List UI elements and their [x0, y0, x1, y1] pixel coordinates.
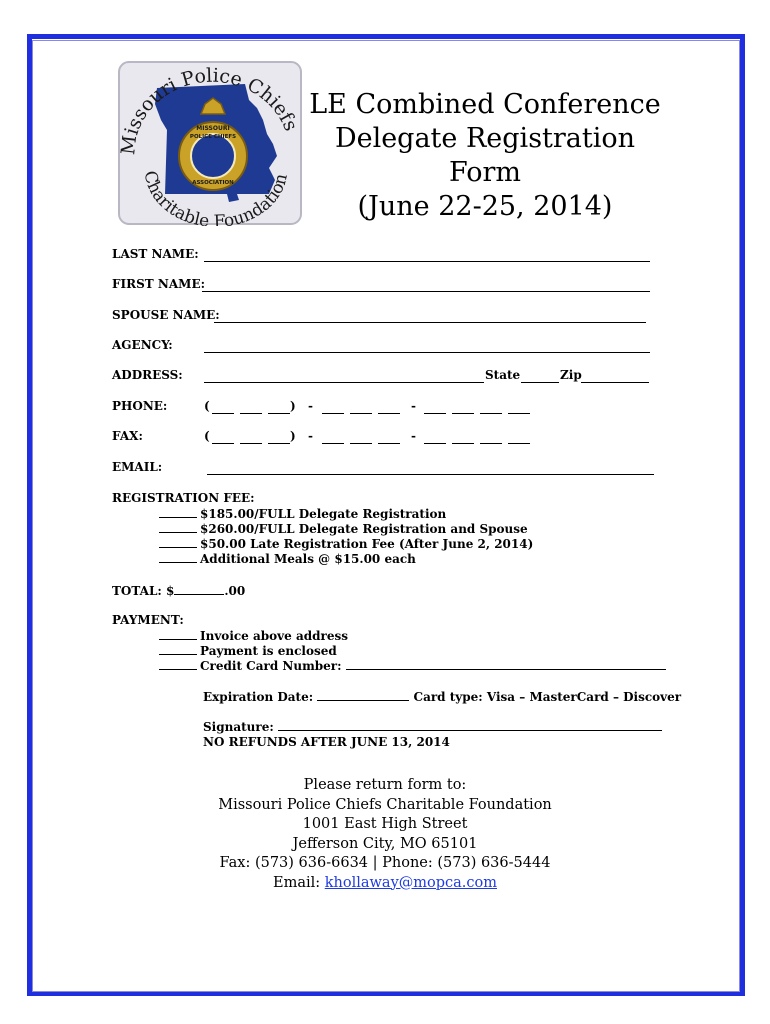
- title-line-2: Delegate Registration Form: [334, 123, 636, 188]
- signature-label: Signature:: [203, 720, 274, 734]
- spouse-name-field[interactable]: [214, 308, 646, 323]
- signature-field[interactable]: [278, 719, 662, 731]
- phone-paren-open: (: [204, 399, 210, 413]
- registration-option-label: $260.00/FULL Delegate Registration and Spouse: [200, 522, 528, 536]
- payment-heading: PAYMENT:: [112, 613, 184, 627]
- svg-text:ASSOCIATION: ASSOCIATION: [192, 180, 234, 186]
- total-label: TOTAL: $: [112, 584, 175, 598]
- spouse-name-row: [112, 308, 652, 324]
- registration-option: [159, 536, 533, 551]
- payment-option-label: Credit Card Number:: [200, 659, 342, 673]
- registration-option: [159, 506, 446, 521]
- registration-option: [159, 551, 416, 566]
- return-address: [190, 776, 580, 893]
- first-name-row: [112, 277, 652, 293]
- no-refunds-notice: NO REFUNDS AFTER JUNE 13, 2014: [203, 735, 450, 749]
- expiration-field[interactable]: [317, 689, 409, 701]
- phone-row: [112, 399, 652, 415]
- payment-option: [159, 628, 348, 643]
- phone-prefix-2[interactable]: [350, 399, 372, 414]
- fax-prefix-3[interactable]: [378, 429, 400, 444]
- fax-dash-2: -: [411, 429, 416, 443]
- registration-option-blank[interactable]: [159, 536, 197, 548]
- spouse-name-label: SPOUSE NAME:: [112, 308, 220, 322]
- payment-option-label: Invoice above address: [200, 629, 348, 643]
- payment-option: [159, 658, 666, 673]
- fax-paren-open: (: [204, 429, 210, 443]
- fax-label: FAX:: [112, 429, 143, 443]
- address-label: ADDRESS:: [112, 368, 183, 382]
- registration-fee-heading: REGISTRATION FEE:: [112, 491, 255, 505]
- agency-label: AGENCY:: [112, 338, 173, 352]
- return-email-link[interactable]: khollaway@mopca.com: [324, 874, 497, 891]
- fax-area-2[interactable]: [240, 429, 262, 444]
- email-label: EMAIL:: [112, 460, 163, 474]
- registration-option-blank[interactable]: [159, 506, 197, 518]
- return-heading: Please return form to:: [303, 777, 467, 793]
- title-line-3: (June 22-25, 2014): [357, 191, 613, 222]
- return-org: Missouri Police Chiefs Charitable Foundation: [218, 796, 552, 813]
- fax-line-3[interactable]: [480, 429, 502, 444]
- last-name-label: LAST NAME:: [112, 247, 199, 261]
- return-email-label: Email:: [272, 874, 325, 891]
- fax-area-1[interactable]: [212, 429, 234, 444]
- payment-option-blank[interactable]: [159, 628, 197, 640]
- address-field[interactable]: [204, 368, 484, 383]
- payment-option-blank[interactable]: [159, 658, 197, 670]
- address-row: [112, 368, 652, 384]
- fax-area-3[interactable]: [268, 429, 290, 444]
- total-field[interactable]: [174, 583, 224, 595]
- phone-area-3[interactable]: [268, 399, 290, 414]
- zip-label: Zip: [560, 368, 582, 382]
- first-name-label: FIRST NAME:: [112, 277, 206, 291]
- return-email-row: [190, 874, 580, 894]
- phone-label: PHONE:: [112, 399, 168, 413]
- last-name-row: [112, 247, 652, 263]
- fax-prefix-2[interactable]: [350, 429, 372, 444]
- return-phone-fax: Fax: (573) 636-6634 | Phone: (573) 636-5444: [219, 855, 551, 871]
- first-name-field[interactable]: [202, 277, 650, 292]
- credit-card-number-field[interactable]: [346, 658, 666, 670]
- registration-option: [159, 521, 528, 536]
- payment-option: [159, 643, 337, 658]
- phone-line-2[interactable]: [452, 399, 474, 414]
- email-field[interactable]: [207, 460, 654, 475]
- fax-prefix-1[interactable]: [322, 429, 344, 444]
- phone-prefix-1[interactable]: [322, 399, 344, 414]
- phone-area-1[interactable]: [212, 399, 234, 414]
- logo-arc-top: Missouri Police Chiefs: [117, 64, 302, 156]
- title-line-1: LE Combined Conference: [309, 89, 661, 120]
- signature-row: [203, 719, 662, 734]
- phone-paren-close: ): [290, 399, 296, 413]
- foundation-logo: [117, 60, 303, 226]
- registration-option-label: Additional Meals @ $15.00 each: [200, 552, 416, 566]
- return-city: Jefferson City, MO 65101: [292, 835, 478, 852]
- registration-option-blank[interactable]: [159, 551, 197, 563]
- payment-option-label: Payment is enclosed: [200, 644, 337, 658]
- registration-fee-section: [112, 491, 672, 571]
- phone-dash-1: -: [308, 399, 313, 413]
- phone-prefix-3[interactable]: [378, 399, 400, 414]
- phone-line-3[interactable]: [480, 399, 502, 414]
- last-name-field[interactable]: [204, 247, 650, 262]
- fax-dash-1: -: [308, 429, 313, 443]
- form-title: [300, 88, 670, 224]
- phone-area-2[interactable]: [240, 399, 262, 414]
- email-row: [112, 460, 657, 476]
- registration-option-label: $50.00 Late Registration Fee (After June 2, 2014): [200, 537, 534, 551]
- phone-line-4[interactable]: [508, 399, 530, 414]
- expiration-label: Expiration Date:: [203, 690, 314, 704]
- phone-dash-2: -: [411, 399, 416, 413]
- return-street: 1001 East High Street: [302, 816, 468, 832]
- agency-field[interactable]: [204, 338, 650, 353]
- total-suffix: .00: [224, 584, 246, 598]
- agency-row: [112, 338, 652, 354]
- phone-line-1[interactable]: [424, 399, 446, 414]
- fax-line-4[interactable]: [508, 429, 530, 444]
- state-label: State: [485, 368, 521, 382]
- card-type-label: Card type: Visa – MasterCard – Discover: [413, 690, 682, 704]
- payment-section: [112, 613, 682, 753]
- state-field[interactable]: [521, 368, 559, 383]
- total-row: [112, 583, 312, 599]
- fax-row: [112, 429, 652, 445]
- fax-paren-close: ): [290, 429, 296, 443]
- registration-option-blank[interactable]: [159, 521, 197, 533]
- expiration-row: [203, 689, 681, 704]
- logo-arc-bottom: Charitable Foundation: [139, 169, 292, 226]
- svg-text:POLICE CHIEFS: POLICE CHIEFS: [189, 134, 237, 140]
- svg-text:MISSOURI: MISSOURI: [196, 125, 230, 132]
- fax-line-2[interactable]: [452, 429, 474, 444]
- zip-field[interactable]: [581, 368, 649, 383]
- registration-option-label: $185.00/FULL Delegate Registration: [200, 507, 447, 521]
- payment-option-blank[interactable]: [159, 643, 197, 655]
- fax-line-1[interactable]: [424, 429, 446, 444]
